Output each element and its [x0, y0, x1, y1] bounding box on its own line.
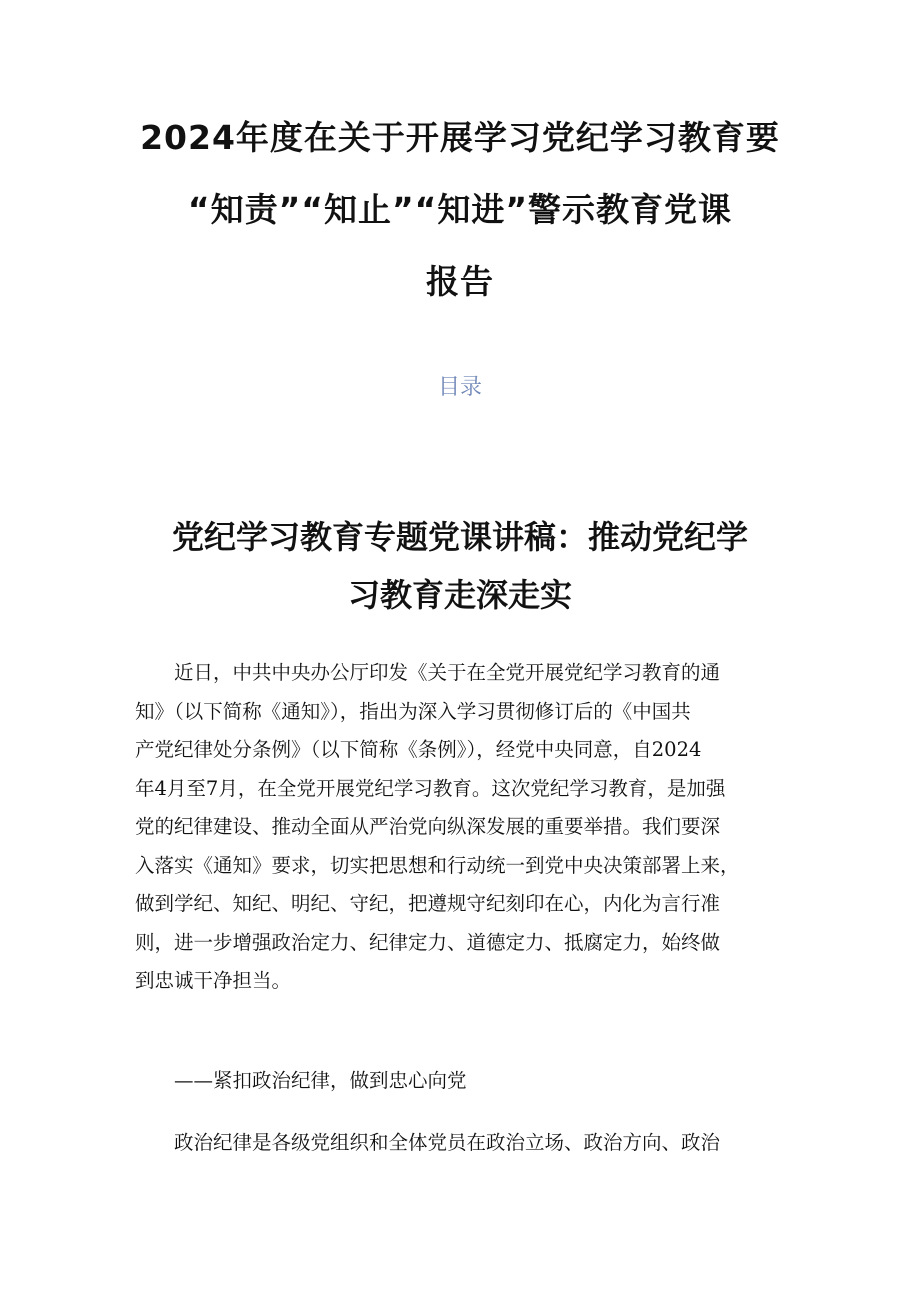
subheading [135, 1062, 790, 1101]
document-title-line: 2024年度在关于开展学习党纪学习教育要 [140, 118, 780, 157]
paragraph-line: 年4月至7月，在全党开展党纪学习教育。这次党纪学习教育，是加强 [135, 776, 726, 800]
document-title [140, 102, 780, 318]
section-title-line: 习教育走深走实 [347, 576, 572, 614]
paragraph-intro [135, 654, 790, 1001]
paragraph-line: 近日，中共中央办公厅印发《关于在全党开展党纪学习教育的通 [135, 661, 721, 684]
paragraph-political-discipline [135, 1124, 790, 1163]
paragraph-line: 政治纪律是各级党组织和全体党员在政治立场、政治方向、政治 [135, 1131, 721, 1154]
paragraph-line: 入落实《通知》要求，切实把思想和行动统一到党中央决策部署上来， [135, 853, 740, 877]
paragraph-line: 产党纪律处分条例》（以下简称《条例》），经党中央同意，自2024 [135, 738, 702, 761]
paragraph-line: 党的纪律建设、推动全面从严治党向纵深发展的重要举措。我们要深 [135, 815, 721, 838]
document-title-line: 报告 [426, 262, 494, 301]
paragraph-line: 知》（以下简称《通知》），指出为深入学习贯彻修订后的《中国共 [135, 699, 691, 723]
paragraph-line: 到忠诚干净担当。 [135, 969, 292, 992]
section-title [130, 508, 790, 624]
paragraph-line: 做到学纪、知纪、明纪、守纪，把遵规守纪刻印在心，内化为言行准 [135, 892, 721, 915]
toc-label[interactable]: 目录 [437, 375, 482, 400]
document-title-line: “知责”“知止”“知进”警示教育党课 [187, 190, 733, 229]
subheading-text: ——紧扣政治纪律，做到忠心向党 [135, 1069, 467, 1092]
section-title-line: 党纪学习教育专题党课讲稿：推动党纪学 [171, 518, 748, 556]
paragraph-line: 则，进一步增强政治定力、纪律定力、道德定力、抵腐定力，始终做 [135, 930, 721, 954]
